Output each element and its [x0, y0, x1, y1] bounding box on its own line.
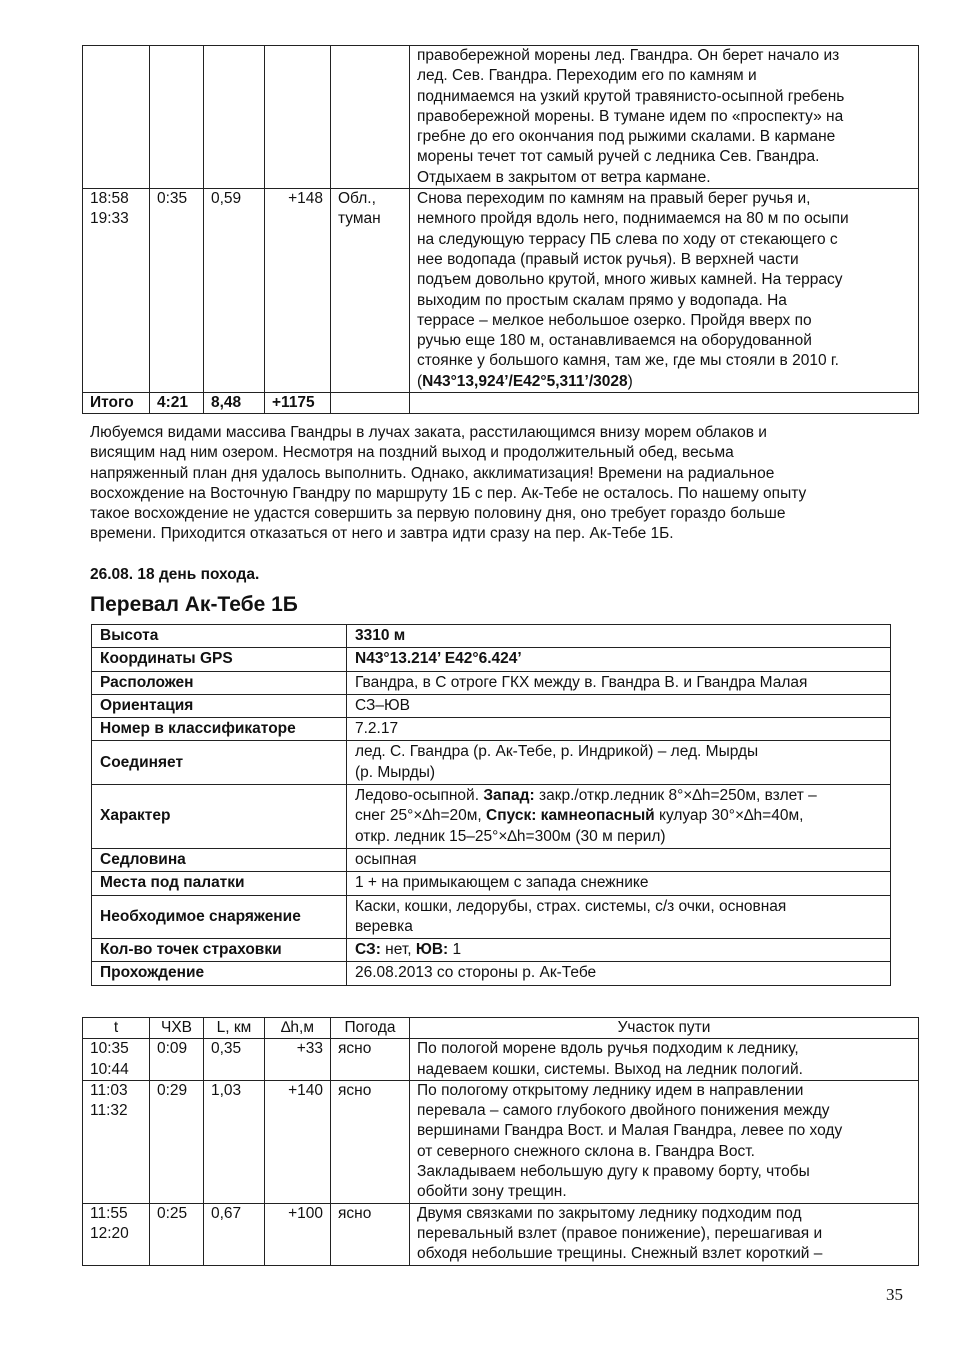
time-cell: 11:03 11:32 [83, 1080, 150, 1203]
table-row [92, 872, 891, 895]
weather-cell: ясно [331, 1203, 410, 1265]
table-row [92, 785, 891, 849]
saddle-key: Седловина [92, 848, 347, 871]
distance-cell: 0,35 [204, 1039, 265, 1081]
equipment-value: Каски, кошки, ледорубы, страх. системы, с/з очки, основная веревка [347, 895, 891, 939]
table-row [83, 189, 919, 393]
connects-value: лед. С. Гвандра (р. Ак-Тебе, р. Индрикой) – лед. Мырды (р. Мырды) [347, 741, 891, 785]
route-description: По пологой морене вдоль ручья подходим к леднику, надеваем кошки, системы. Выход на ледник пологий. [410, 1039, 919, 1081]
elevation-cell: +148 [265, 189, 331, 393]
time-cell: 10:35 10:44 [83, 1039, 150, 1081]
day-summary-paragraph: Любуемся видами массива Гвандры в лучах заката, расстилающимся внизу морем облаков и висящим над ним озером. Несмотря на поздний выход и продолжительный обед, весьма напряженный план дня удалось выполнить. Однако, акклиматизация! Времени на радиальное восхождение на Восточную Гвандру по маршруту 1Б с пер. Ак-Тебе не осталось. По нашему опыту такое восхождение не удастся совершить за первую половину дня, оно требует гораздо больше времени. Приходится отказаться от него и завтра идти сразу на пер. Ак-Тебе 1Б. [90, 424, 807, 543]
elevation-cell: +100 [265, 1203, 331, 1265]
table-row [92, 718, 891, 741]
table-row [83, 46, 919, 189]
belay-points-key: Кол-во точек страховки [92, 939, 347, 962]
header-route-section: Участок пути [410, 1018, 919, 1039]
table-row [92, 625, 891, 648]
weather-cell: ясно [331, 1080, 410, 1203]
table-row [92, 848, 891, 871]
distance-cell: 0,67 [204, 1203, 265, 1265]
table-row [92, 648, 891, 671]
gps-value: N43°13.214’ E42°6.424’ [347, 648, 891, 671]
classifier-value: 7.2.17 [347, 718, 891, 741]
route-description: Двумя связками по закрытому леднику подходим под перевальный взлет (правое понижение), перешагивая и обходя небольшие трещины. Снежный взлет короткий – [410, 1203, 919, 1265]
orientation-key: Ориентация [92, 694, 347, 717]
route-log-table-bottom [82, 1017, 919, 1266]
table-row [83, 1203, 919, 1265]
equipment-key: Необходимое снаряжение [92, 895, 347, 939]
elevation-cell [265, 46, 331, 189]
table-row [92, 671, 891, 694]
table-row [92, 741, 891, 785]
passage-value: 26.08.2013 со стороны р. Ак-Тебе [347, 962, 891, 985]
empty-cell [331, 393, 410, 414]
passage-key: Прохождение [92, 962, 347, 985]
chv-cell: 0:09 [150, 1039, 204, 1081]
chv-cell [150, 46, 204, 189]
header-distance: L, км [204, 1018, 265, 1039]
route-description: По пологому открытому леднику идем в направлении перевала – самого глубокого двойного понижения между вершинами Гвандра Вост. и Малая Гвандра, левее по ходу от северного снежного склона в. Гвандра Вост. Закладываем небольшую дугу к правому борту, чтобы обойти зону трещин. [410, 1080, 919, 1203]
totals-elevation: +1175 [265, 393, 331, 414]
day-heading: 26.08. 18 день похода. [90, 566, 260, 583]
distance-cell: 0,59 [204, 189, 265, 393]
elevation-cell: +140 [265, 1080, 331, 1203]
table-row [83, 1080, 919, 1203]
route-log-table-top [82, 45, 919, 414]
connects-key: Соединяет [92, 741, 347, 785]
character-key: Характер [92, 785, 347, 849]
tents-key: Места под палатки [92, 872, 347, 895]
header-chv: ЧХВ [150, 1018, 204, 1039]
table-row [92, 962, 891, 985]
location-key: Расположен [92, 671, 347, 694]
pass-title: Перевал Ак-Тебе 1Б [90, 593, 298, 616]
table-row [92, 895, 891, 939]
chv-cell: 0:35 [150, 189, 204, 393]
empty-cell [410, 393, 919, 414]
header-time: t [83, 1018, 150, 1039]
table-header-row [83, 1018, 919, 1039]
totals-label: Итого [83, 393, 150, 414]
totals-distance: 8,48 [204, 393, 265, 414]
weather-cell: ясно [331, 1039, 410, 1081]
weather-cell [331, 46, 410, 189]
distance-cell: 1,03 [204, 1080, 265, 1203]
pass-info-table [91, 624, 891, 986]
height-value: 3310 м [347, 625, 891, 648]
weather-cell: Обл., туман [331, 189, 410, 393]
saddle-value: осыпная [347, 848, 891, 871]
location-value: Гвандра, в С отроге ГКХ между в. Гвандра В. и Гвандра Малая [347, 671, 891, 694]
table-row [92, 939, 891, 962]
header-elevation: ∆h,м [265, 1018, 331, 1039]
chv-cell: 0:29 [150, 1080, 204, 1203]
time-cell [83, 46, 150, 189]
chv-cell: 0:25 [150, 1203, 204, 1265]
header-weather: Погода [331, 1018, 410, 1039]
time-cell: 11:55 12:20 [83, 1203, 150, 1265]
gps-key: Координаты GPS [92, 648, 347, 671]
tents-value: 1 + на примыкающем с запада снежнике [347, 872, 891, 895]
height-key: Высота [92, 625, 347, 648]
classifier-key: Номер в классификаторе [92, 718, 347, 741]
time-cell: 18:58 19:33 [83, 189, 150, 393]
route-description: Снова переходим по камням на правый берег ручья и, немного пройдя вдоль него, поднимаемся на 80 м по осыпи на следующую террасу ПБ слева по ходу от стекающего с нее водопада (правый исток ручья). В верхней части подъем довольно крутой, много живых камней. На террасу выходим по простым скалам прямо у водопада. На террасе – мелкое небольшое озерко. Пройдя вверх по ручью еще 180 м, останавливаемся на оборудованной стоянке у большого камня, там же, где мы стояли в 2010 г. (N43°13,924’/E42°5,311’/3028) [410, 189, 919, 393]
belay-points-value: СЗ: нет, ЮВ: 1 [347, 939, 891, 962]
character-value: Ледово-осыпной. Запад: закр./откр.ледник 8°×∆h=250м, взлет – снег 25°×∆h=20м, Спуск: камнеопасный кулуар 30°×∆h=40м, откр. ледник 15–25°×∆h=300м (30 м перил) [347, 785, 891, 849]
distance-cell [204, 46, 265, 189]
campsite-coordinates: (N43°13,924’/E42°5,311’/3028) [417, 372, 633, 390]
route-description: правобережной морены лед. Гвандра. Он берет начало из лед. Сев. Гвандра. Переходим его по камням и поднимаемся на узкий крутой травянисто-осыпной гребень правобережной морены. В тумане идем по «проспекту» на гребне до его окончания под рыжими скалами. В кармане морены течет тот самый ручей с ледника Сев. Гвандра. Отдыхаем в закрытом от ветра кармане. [410, 46, 919, 189]
orientation-value: СЗ–ЮВ [347, 694, 891, 717]
page-number: 35 [886, 1285, 903, 1304]
table-row [92, 694, 891, 717]
totals-chv: 4:21 [150, 393, 204, 414]
elevation-cell: +33 [265, 1039, 331, 1081]
totals-row [83, 393, 919, 414]
table-row [83, 1039, 919, 1081]
